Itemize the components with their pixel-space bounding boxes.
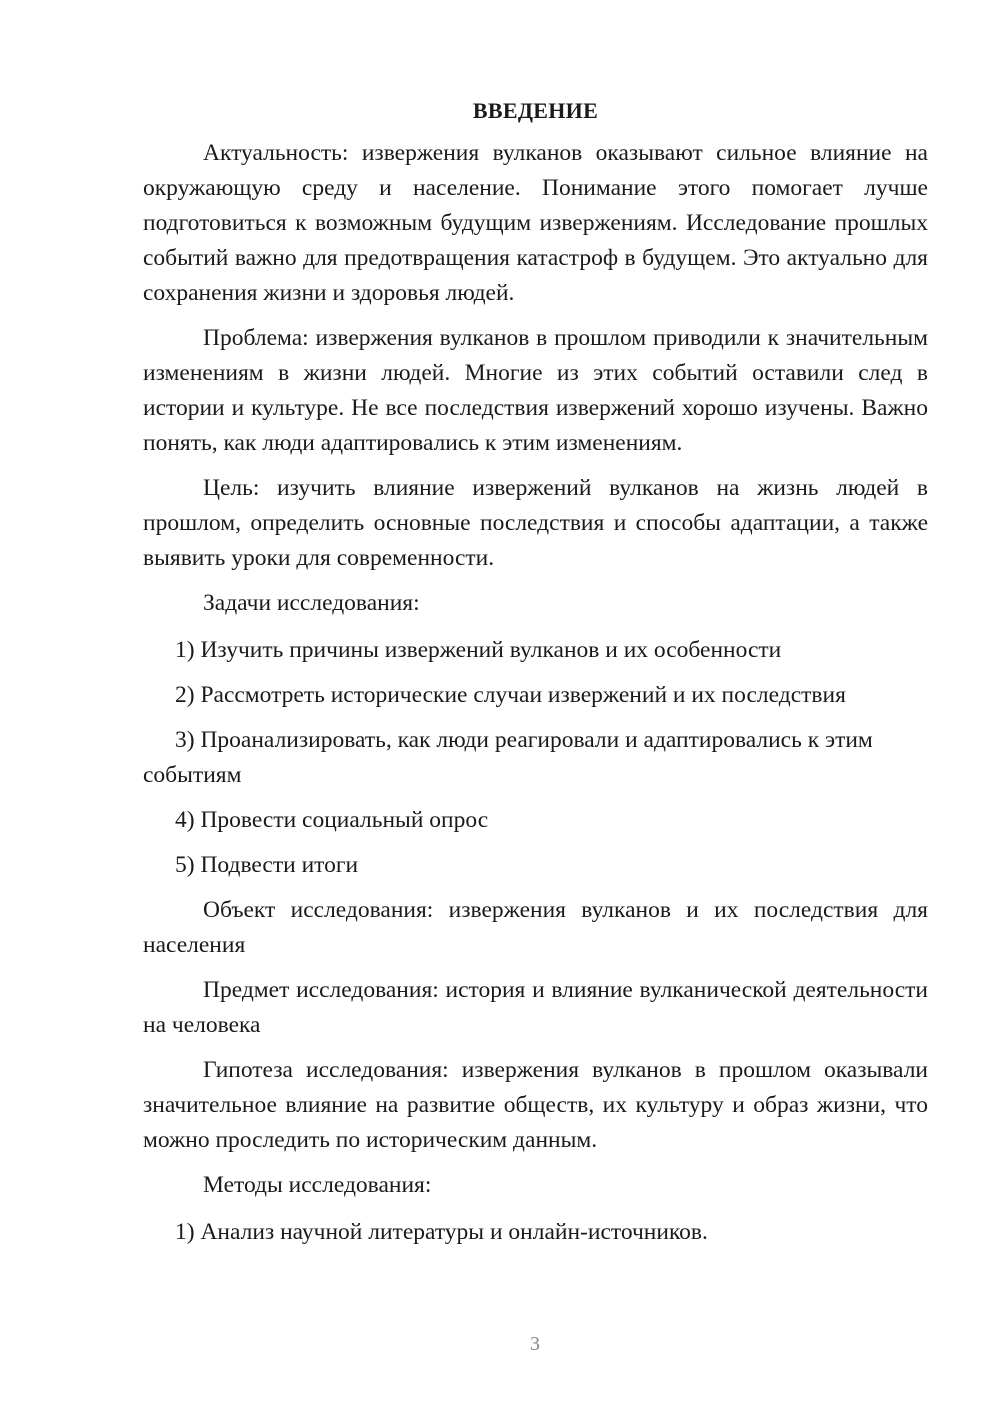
task-item: 3) Проанализировать, как люди реагировали и адаптировались к этим событиям [143,727,873,788]
subject-paragraph: Предмет исследования: история и влияние вулканической деятельности на человека [143,977,928,1038]
tasks-heading: Задачи исследования: [203,590,420,616]
problem-paragraph: Проблема: извержения вулканов в прошлом приводили к значительным изменениям в жизни людей. Многие из этих событий оставили след в истории и культуре. Не все последствия извержений хорошо изучены. Важно понять, как люди адаптировались к этим изменениям. [143,325,928,456]
page-title: ВВЕДЕНИЕ [472,98,599,123]
hypothesis-paragraph: Гипотеза исследования: извержения вулканов в прошлом оказывали значительное влияние на развитие обществ, их культуру и образ жизни, что можно проследить по историческим данным. [143,1057,928,1153]
task-item: 4) Провести социальный опрос [175,807,489,833]
page-content [143,96,928,1260]
task-item: 5) Подвести итоги [175,852,359,878]
goal-paragraph: Цель: изучить влияние извержений вулканов на жизнь людей в прошлом, определить основные последствия и способы адаптации, а также выявить уроки для современности. [143,475,928,571]
task-item: 1) Изучить причины извержений вулканов и их особенности [175,637,782,663]
task-item: 2) Рассмотреть исторические случаи извержений и их последствия [175,682,846,708]
object-paragraph: Объект исследования: извержения вулканов и их последствия для населения [143,897,928,958]
method-item: 1) Анализ научной литературы и онлайн-источников. [175,1219,708,1245]
page-number: 3 [530,1333,540,1355]
methods-heading: Методы исследования: [203,1172,432,1198]
relevance-paragraph: Актуальность: извержения вулканов оказывают сильное влияние на окружающую среду и население. Понимание этого помогает лучше подготовиться к возможным будущим извержениям. Исследование прошлых событий важно для предотвращения катастроф в будущем. Это актуально для сохранения жизни и здоровья людей. [143,140,928,306]
